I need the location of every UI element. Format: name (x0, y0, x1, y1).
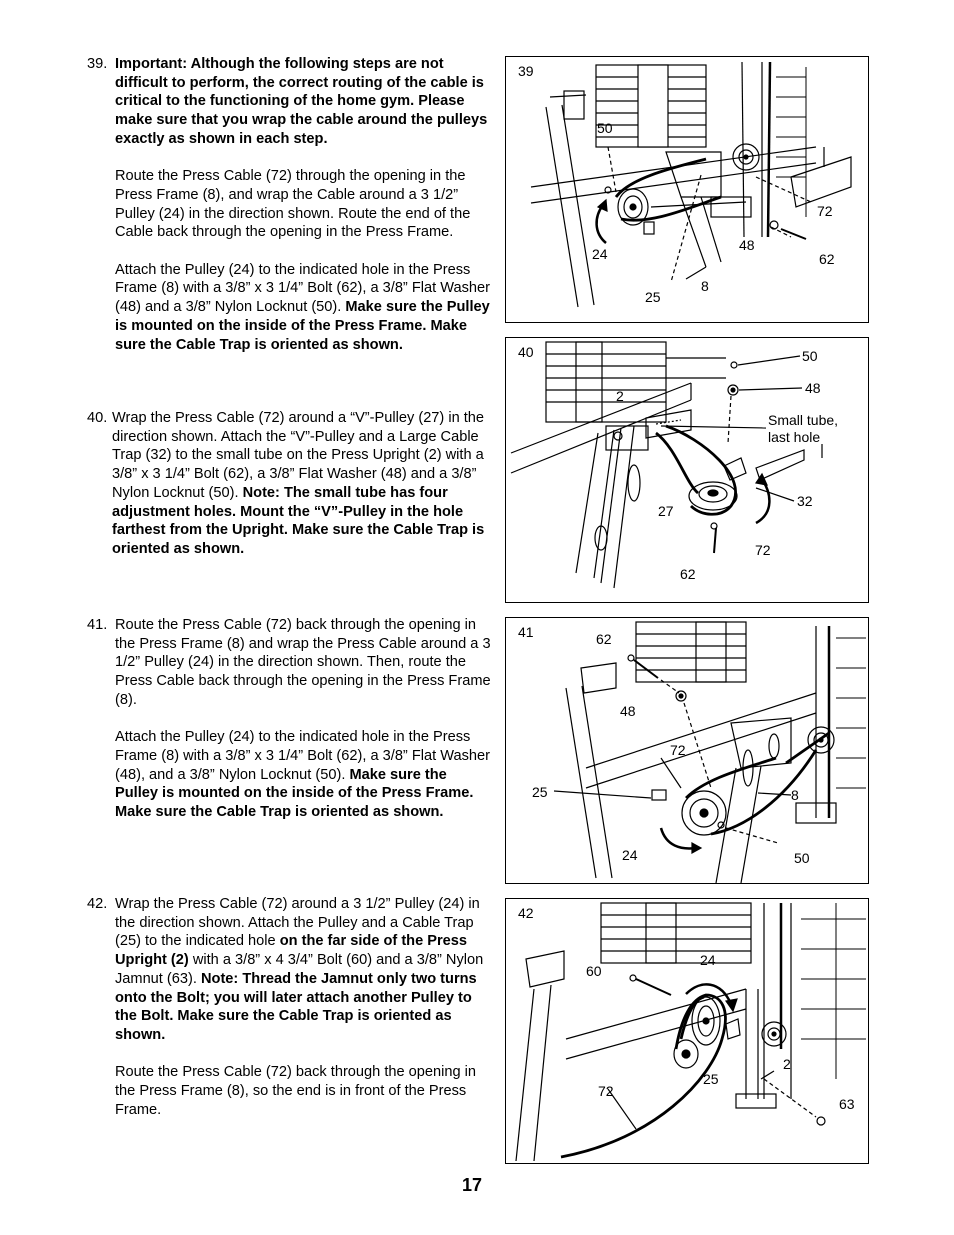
figure-41-drawing (506, 618, 869, 884)
callout-32: 32 (797, 493, 813, 509)
callout-25: 25 (703, 1071, 719, 1087)
callout-50: 50 (597, 120, 613, 136)
step-number: 41. (87, 617, 108, 633)
figure-number: 40 (518, 344, 534, 360)
callout-50: 50 (802, 348, 818, 364)
callout-25: 25 (532, 784, 548, 800)
callout-2: 2 (783, 1056, 791, 1072)
step-number: 40. (87, 410, 108, 426)
step-40 (87, 409, 491, 559)
step-42-route-text: Route the Press Cable (72) back through the opening in the Press Frame (8), so the end is in front of the Press Frame. (115, 1064, 477, 1118)
figure-39 (505, 56, 869, 323)
callout-2: 2 (616, 388, 624, 404)
callout-27: 27 (658, 503, 674, 519)
step-42-text-after: with a 3/8” x 4 3/4” Bolt (60) and a 3/8” Nylon Jamnut (63). (115, 952, 484, 987)
callout-62: 62 (596, 631, 612, 647)
callout-24: 24 (592, 246, 608, 262)
callout-50: 50 (794, 850, 810, 866)
step-number: 39. (87, 56, 108, 72)
step-41 (87, 616, 491, 822)
step-39-important-note: Important: Although the following steps are not difficult to perform, the correct routing of the cable is critical to the functioning of the home gym. Please make sure that you wrap the cable around the pulleys exactly as shown in each step. (115, 56, 488, 147)
figure-number: 42 (518, 905, 534, 921)
step-41-attach-text: Attach the Pulley (24) to the indicated hole in the Press Frame (8) with a 3/8” x 3 1/4” Bolt (62), a 3/8” Flat Washer (48), and a 3/8” Nylon Locknut (50). (115, 729, 490, 783)
step-39-route-text: Route the Press Cable (72) through the opening in the Press Frame (8), and wrap the Cable around a 3 1/2” Pulley (24) in the direction shown. Route the end of the Cable back through the opening in the Press Frame. (115, 168, 471, 241)
figure-number: 39 (518, 63, 534, 79)
step-40-text: Wrap the Press Cable (72) around a “V”-Pulley (27) in the direction shown. Attach the “V”-Pulley and a Large Cable Trap (32) to the small tube on the Press Upright (2) with a 3/8” x 3 1/4” Bolt (62), a 3/8” Flat Washer (48) and a 3/8” Nylon Locknut (50). (112, 410, 485, 501)
callout-last-hole: last hole (768, 429, 821, 445)
callout-48: 48 (739, 237, 755, 253)
callout-72: 72 (598, 1083, 614, 1099)
step-42-far-side: on the far side of the Press Upright (2) (115, 933, 468, 969)
callout-72: 72 (755, 542, 771, 558)
figure-40-drawing (506, 338, 869, 603)
figure-39-drawing (506, 57, 869, 323)
step-39 (87, 55, 491, 354)
callout-48: 48 (620, 703, 636, 719)
weight-stack (601, 903, 751, 963)
step-40-note: Note: The small tube has four adjustment holes. Mount the “V”-Pulley in the hole farthest from the Upright. Make sure the Cable Trap is oriented as shown. (112, 484, 485, 557)
callout-62: 62 (680, 566, 696, 582)
figure-42 (505, 898, 869, 1164)
callout-63: 63 (839, 1096, 855, 1112)
step-39-attach-text: Attach the Pulley (24) to the indicated hole in the Press Frame (8) with a 3/8” x 3 1/4” Bolt (62), a 3/8” Flat Washer (48) and a 3/8” Nylon Locknut (50). (115, 261, 490, 316)
step-42-text: Wrap the Press Cable (72) around a 3 1/2” Pulley (24) in the direction shown. Attach the Pulley and a Cable Trap (25) to the indicated hole (115, 896, 480, 950)
callout-24: 24 (700, 952, 716, 968)
callout-25: 25 (645, 289, 661, 305)
step-41-warning: Make sure the Pulley is mounted on the inside of the Press Frame. Make sure the Cable Trap is oriented as shown. (115, 766, 474, 821)
callout-60: 60 (586, 963, 602, 979)
step-number: 42. (87, 896, 108, 912)
page-number: 17 (462, 1175, 483, 1195)
step-42 (87, 895, 491, 1119)
callout-8: 8 (701, 278, 709, 294)
step-41-route-text: Route the Press Cable (72) back through the opening in the Press Frame (8) and wrap the Press Cable around a 3 1/2” Pulley (24) in the direction shown. Then, route the Press Cable back through the opening in the Press Frame (8). (115, 617, 491, 708)
callout-8: 8 (791, 787, 799, 803)
callout-62: 62 (819, 251, 835, 267)
callout-24: 24 (622, 847, 638, 863)
figure-42-drawing (506, 899, 869, 1164)
callout-72: 72 (817, 203, 833, 219)
weight-stack (546, 342, 666, 422)
callout-small-tube: Small tube, (768, 412, 839, 428)
step-39-warning: Make sure the Pulley is mounted on the inside of the Press Frame. Make sure the Cable Trap is oriented as shown. (115, 299, 490, 353)
figure-40 (505, 337, 869, 603)
figure-number: 41 (518, 624, 534, 640)
figure-41 (505, 617, 869, 884)
callout-72: 72 (670, 742, 686, 758)
step-42-note: Note: Thread the Jamnut only two turns onto the Bolt; you will later attach another Pulley to the Bolt. Make sure the Cable Trap is oriented as shown. (115, 970, 477, 1043)
callout-48: 48 (805, 380, 821, 396)
